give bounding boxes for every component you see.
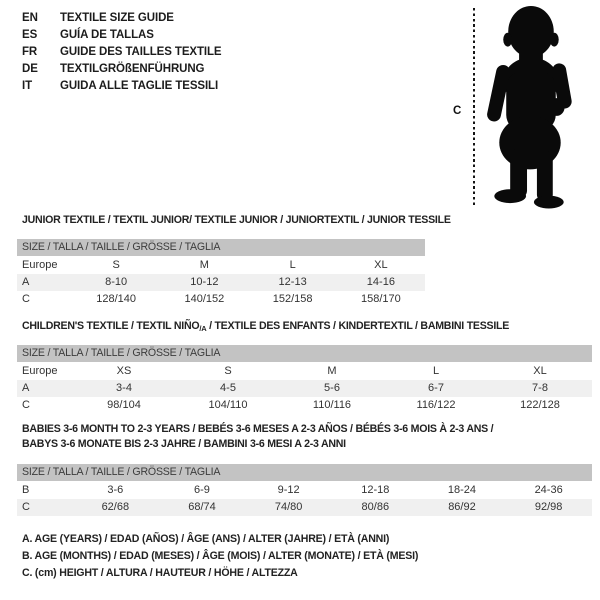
junior-table-title: JUNIOR TEXTILE / TEXTIL JUNIOR/ TEXTILE JUNIOR / JUNIORTEXTIL / JUNIOR TESSILE: [22, 214, 451, 226]
row-label: C: [17, 499, 72, 516]
size-cell: 116/122: [416, 399, 456, 411]
size-cell: S: [224, 365, 232, 377]
row-label: A: [17, 380, 72, 397]
size-cell: XS: [116, 365, 132, 377]
row-label: Europe: [22, 365, 58, 377]
size-cell: 24-36: [534, 484, 563, 496]
language-code: ES: [22, 29, 38, 41]
babies-table-title: [22, 422, 493, 452]
size-row-c: [17, 499, 592, 516]
size-row-europe: [17, 257, 425, 275]
size-cell: 10-12: [160, 274, 248, 291]
size-cell: 4-5: [176, 380, 280, 397]
size-cell: 86/92: [419, 499, 506, 516]
size-cell: 122/128: [520, 399, 560, 411]
language-title: GUIDA ALLE TAGLIE TESSILI: [60, 80, 219, 92]
size-header-bar: [17, 345, 592, 363]
language-code: DE: [22, 63, 38, 75]
size-cell: 3-6: [107, 484, 124, 496]
size-cell: 5-6: [280, 380, 384, 397]
height-measure-dashed-line: [473, 8, 475, 206]
babies-title-line1: BABIES 3-6 MONTH TO 2-3 YEARS / BEBÉS 3-6 MESES A 2-3 AÑOS / BÉBÉS 3-6 MOIS À 2-3 ANS /: [22, 423, 494, 435]
language-row-fr: [22, 44, 222, 61]
size-cell: 140/152: [184, 293, 225, 305]
size-cell: L: [289, 259, 296, 271]
language-code: EN: [22, 12, 38, 24]
language-title: TEXTILGRÖßENFÜHRUNG: [60, 63, 205, 75]
size-cell: 18-24: [447, 484, 477, 496]
size-row-a: [17, 380, 592, 397]
language-row-en: [22, 10, 222, 27]
size-cell: 8-10: [72, 274, 160, 291]
size-cell: 104/110: [208, 399, 248, 411]
babies-title-line2: BABYS 3-6 MONATE BIS 2-3 JAHRE / BAMBINI 3-6 MESI A 2-3 ANNI: [22, 438, 346, 450]
row-label: C: [22, 399, 30, 411]
row-label: A: [17, 274, 72, 291]
size-cell: XL: [374, 259, 388, 271]
baby-foot-left: [494, 189, 526, 203]
row-label: B: [22, 484, 30, 496]
baby-foot-right: [534, 196, 564, 209]
language-row-es: [22, 27, 222, 44]
size-cell: 158/170: [360, 293, 401, 305]
baby-hand-right: [549, 98, 565, 116]
language-row-de: [22, 61, 222, 78]
baby-silhouette: [479, 2, 579, 210]
size-row-a: [17, 274, 425, 291]
title-subscript: /A: [199, 324, 207, 333]
size-cell: XL: [533, 365, 547, 377]
size-header-label: SIZE / TALLA / TAILLE / GRÖSSE / TAGLIA: [17, 239, 425, 257]
size-cell: 68/74: [159, 499, 246, 516]
size-header-bar: [17, 239, 425, 257]
size-header-label: SIZE / TALLA / TAILLE / GRÖSSE / TAGLIA: [17, 345, 592, 363]
row-label: Europe: [22, 259, 58, 271]
row-label: C: [22, 293, 30, 305]
size-cell: 62/68: [72, 499, 159, 516]
baby-leg-right: [537, 151, 553, 203]
size-cell: 6-7: [384, 380, 488, 397]
size-cell: 12-13: [249, 274, 337, 291]
size-cell: 80/86: [332, 499, 419, 516]
size-cell: L: [432, 365, 440, 377]
title-part: / TEXTILE DES ENFANTS / KINDERTEXTIL / BAMBINI TESSILE: [206, 320, 510, 332]
childrens-size-table: [17, 345, 592, 414]
size-cell: 9-12: [277, 484, 300, 496]
language-code: IT: [22, 80, 33, 92]
size-header-label: SIZE / TALLA / TAILLE / GRÖSSE / TAGLIA: [17, 464, 592, 482]
size-row-b: [17, 482, 592, 500]
baby-ear-right: [550, 33, 559, 47]
size-cell: 92/98: [505, 499, 592, 516]
size-cell: 110/116: [312, 399, 352, 411]
size-row-c: [17, 397, 592, 414]
size-cell: 7-8: [488, 380, 592, 397]
childrens-table-title: [22, 320, 509, 333]
size-cell: 128/140: [96, 293, 136, 305]
size-header-bar: [17, 464, 592, 482]
size-row-c: [17, 291, 425, 308]
legend-notes: [22, 531, 418, 582]
language-title-list: [22, 10, 222, 95]
title-part: CHILDREN'S TEXTILE / TEXTIL NIÑO: [22, 320, 200, 332]
junior-size-table: [17, 239, 425, 308]
language-code: FR: [22, 46, 38, 58]
language-title: GUIDE DES TAILLES TEXTILE: [60, 46, 222, 58]
size-cell: S: [112, 259, 120, 271]
language-title: GUÍA DE TALLAS: [60, 29, 154, 41]
babies-size-table: [17, 464, 592, 516]
size-cell: 98/104: [107, 399, 141, 411]
size-cell: 3-4: [72, 380, 176, 397]
height-measure-label: C: [453, 105, 462, 117]
language-row-it: [22, 78, 222, 95]
size-cell: 12-18: [361, 484, 390, 496]
size-cell: M: [199, 259, 209, 271]
size-cell: 6-9: [194, 484, 210, 496]
size-cell: M: [327, 365, 337, 377]
legend-note-b: B. AGE (MONTHS) / EDAD (MESES) / ÂGE (MOIS) / ALTER (MONATE) / ETÀ (MESI): [22, 550, 419, 562]
baby-ear-left: [503, 33, 512, 47]
size-cell: 152/158: [272, 293, 313, 305]
language-title: TEXTILE SIZE GUIDE: [60, 12, 174, 24]
size-cell: 74/80: [245, 499, 332, 516]
size-row-europe: [17, 363, 592, 381]
legend-note-c: C. (cm) HEIGHT / ALTURA / HAUTEUR / HÖHE / ALTEZZA: [22, 567, 298, 579]
legend-note-a: A. AGE (YEARS) / EDAD (AÑOS) / ÂGE (ANS) / ALTER (JAHRE) / ETÀ (ANNI): [22, 533, 390, 545]
size-cell: 14-16: [337, 274, 425, 291]
